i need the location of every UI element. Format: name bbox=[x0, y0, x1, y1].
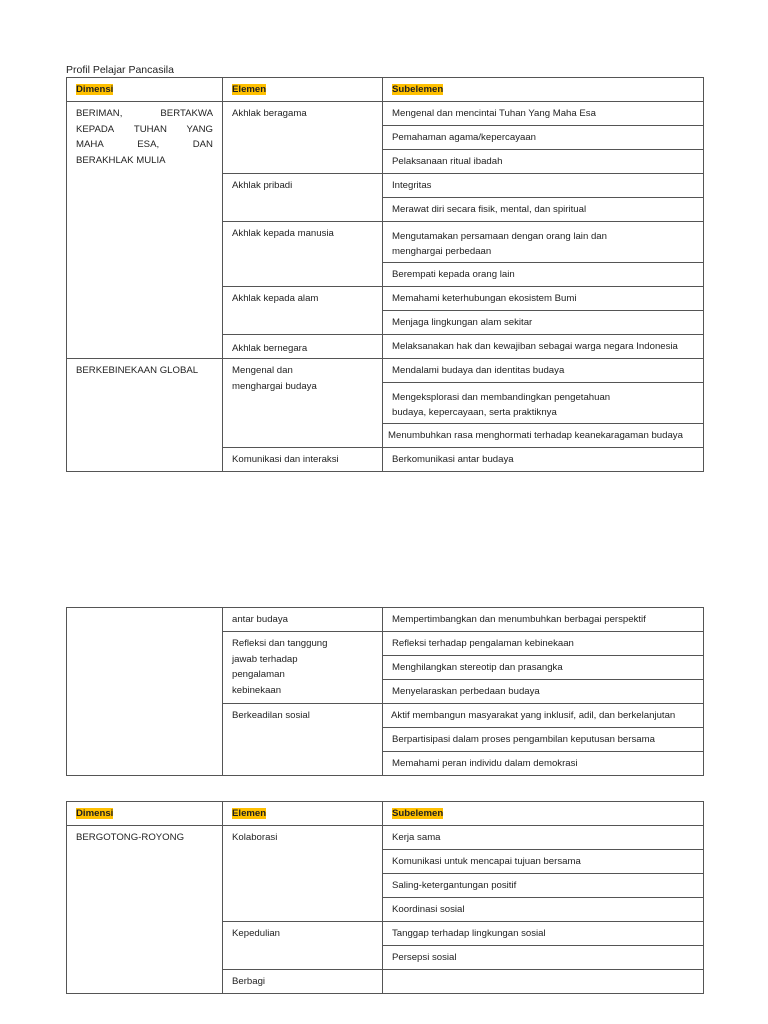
subelement-cell: Berempati kepada orang lain bbox=[383, 263, 704, 287]
subelement-cell: Aktif membangun masyarakat yang inklusif, adil, dan berkelanjutan bbox=[383, 704, 704, 728]
subelement-cell: Mendalami budaya dan identitas budaya bbox=[383, 359, 704, 383]
header-elemen: Elemen bbox=[223, 802, 383, 826]
dimension-beriman-line: BERAKHLAK MULIA bbox=[76, 154, 166, 166]
element-antar-budaya: antar budaya bbox=[223, 608, 383, 632]
dimension-cell-empty bbox=[67, 608, 223, 776]
subelement-cell: Menjaga lingkungan alam sekitar bbox=[383, 311, 704, 335]
dimension-beriman bbox=[67, 102, 223, 359]
element-mengenal-dan-menghargai-budaya bbox=[223, 359, 383, 448]
table-row bbox=[67, 608, 704, 632]
element-kepedulian: Kepedulian bbox=[223, 922, 383, 970]
element-berkeadilan-sosial: Berkeadilan sosial bbox=[223, 704, 383, 776]
element-komunikasi-dan-interaksi: Komunikasi dan interaksi bbox=[223, 448, 383, 472]
element-line: pengalaman bbox=[232, 669, 285, 680]
document-title: Profil Pelajar Pancasila bbox=[66, 64, 174, 76]
element-akhlak-kepada-manusia: Akhlak kepada manusia bbox=[223, 222, 383, 287]
dimension-beriman-line: BERIMAN, BERTAKWA bbox=[76, 108, 213, 119]
subelement-cell-empty bbox=[383, 970, 704, 994]
header-dimensi: Dimensi bbox=[67, 802, 223, 826]
profile-table-part-3 bbox=[66, 801, 704, 994]
subelement-line: Mengeksplorasi dan membandingkan pengetahuan bbox=[392, 391, 611, 403]
subelement-cell: Menumbuhkan rasa menghormati terhadap keanekaragaman budaya bbox=[383, 424, 704, 448]
subelement-cell: Mengenal dan mencintai Tuhan Yang Maha Esa bbox=[383, 102, 704, 126]
subelement-line: Mengutamakan persamaan dengan orang lain dan bbox=[392, 230, 607, 242]
element-akhlak-pribadi: Akhlak pribadi bbox=[223, 174, 383, 222]
element-berbagi: Berbagi bbox=[223, 970, 383, 994]
element-kolaborasi: Kolaborasi bbox=[223, 826, 383, 922]
subelement-cell: Memahami peran individu dalam demokrasi bbox=[383, 752, 704, 776]
element-line: Refleksi dan tanggung bbox=[232, 638, 328, 649]
subelement-cell: Persepsi sosial bbox=[383, 946, 704, 970]
subelement-cell: Menghilangkan stereotip dan prasangka bbox=[383, 656, 704, 680]
profile-table-part-1 bbox=[66, 77, 704, 472]
subelement-cell: Memahami keterhubungan ekosistem Bumi bbox=[383, 287, 704, 311]
dimension-beriman-line: KEPADA TUHAN YANG bbox=[76, 123, 213, 135]
table-row bbox=[67, 359, 704, 383]
table-row bbox=[67, 826, 704, 850]
subelement-cell: Merawat diri secara fisik, mental, dan spiritual bbox=[383, 198, 704, 222]
element-akhlak-bernegara: Akhlak bernegara bbox=[223, 335, 383, 359]
subelement-line: menghargai perbedaan bbox=[392, 246, 492, 257]
header-row bbox=[67, 78, 704, 102]
element-line: Mengenal dan bbox=[232, 365, 293, 376]
element-line: jawab terhadap bbox=[232, 653, 298, 665]
element-line: menghargai budaya bbox=[232, 380, 317, 392]
subelement-cell bbox=[383, 222, 704, 263]
dimension-bergotong-royong: BERGOTONG-ROYONG bbox=[67, 826, 223, 994]
dimension-berkebinekaan-global: BERKEBINEKAAN GLOBAL bbox=[67, 359, 223, 472]
subelement-cell: Berpartisipasi dalam proses pengambilan keputusan bersama bbox=[383, 728, 704, 752]
header-elemen: Elemen bbox=[223, 78, 383, 102]
subelement-cell: Melaksanakan hak dan kewajiban sebagai warga negara Indonesia bbox=[383, 335, 704, 359]
subelement-cell: Komunikasi untuk mencapai tujuan bersama bbox=[383, 850, 704, 874]
subelement-cell: Pemahaman agama/kepercayaan bbox=[383, 126, 704, 150]
header-dimensi: Dimensi bbox=[67, 78, 223, 102]
subelement-cell: Kerja sama bbox=[383, 826, 704, 850]
subelement-line: budaya, kepercayaan, serta praktiknya bbox=[392, 407, 557, 418]
header-row bbox=[67, 802, 704, 826]
subelement-cell: Pelaksanaan ritual ibadah bbox=[383, 150, 704, 174]
subelement-cell: Integritas bbox=[383, 174, 704, 198]
subelement-cell: Tanggap terhadap lingkungan sosial bbox=[383, 922, 704, 946]
dimension-beriman-line: MAHA ESA, DAN bbox=[76, 139, 213, 150]
subelement-cell: Menyelaraskan perbedaan budaya bbox=[383, 680, 704, 704]
element-akhlak-beragama: Akhlak beragama bbox=[223, 102, 383, 174]
element-akhlak-kepada-alam: Akhlak kepada alam bbox=[223, 287, 383, 335]
subelement-cell bbox=[383, 383, 704, 424]
element-line: kebinekaan bbox=[232, 684, 282, 696]
subelement-cell: Koordinasi sosial bbox=[383, 898, 704, 922]
header-subelemen: Subelemen bbox=[383, 802, 704, 826]
subelement-cell: Saling-ketergantungan positif bbox=[383, 874, 704, 898]
element-refleksi-dan-tanggung-jawab bbox=[223, 632, 383, 704]
header-subelemen: Subelemen bbox=[383, 78, 704, 102]
profile-table-part-2 bbox=[66, 607, 704, 776]
subelement-cell: Berkomunikasi antar budaya bbox=[383, 448, 704, 472]
subelement-cell: Mempertimbangkan dan menumbuhkan berbagai perspektif bbox=[383, 608, 704, 632]
subelement-cell: Refleksi terhadap pengalaman kebinekaan bbox=[383, 632, 704, 656]
table-row bbox=[67, 102, 704, 126]
